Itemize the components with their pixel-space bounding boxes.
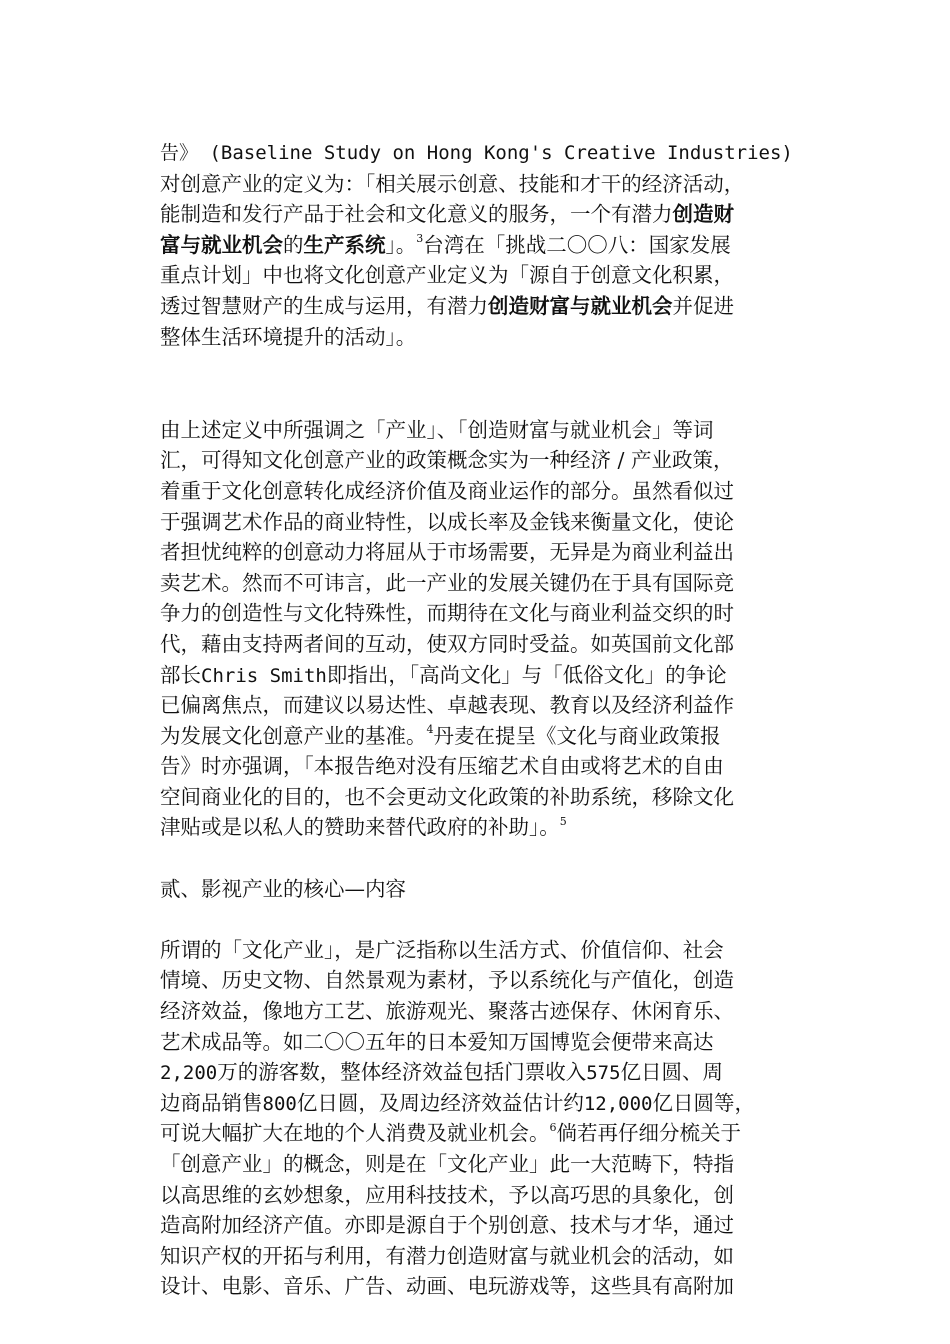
text-line: [160, 721, 808, 752]
text-span: 并促进: [672, 293, 734, 318]
text-span: 即指出，「高尚文化」与「低俗文化」的争论: [326, 662, 727, 687]
text-line: 着重于文化创意转化成经济价值及商业运作的部分。虽然看似过: [160, 478, 734, 503]
number-span: 575: [586, 1062, 621, 1085]
text-line: 空间商业化的目的，也不会更动文化政策的补助系统，移除文化: [160, 784, 734, 809]
text-line: 者担忧纯粹的创意动力将屈从于市场需要，无异是为商业利益出: [160, 540, 734, 565]
text-line: [160, 1057, 808, 1088]
paragraph-definition: [160, 138, 808, 352]
text-line: 情境、历史文物、自然景观为素材，予以系统化与产值化，创造: [160, 968, 734, 993]
text-line: 汇，可得知文化创意产业的政策概念实为一种经济 / 产业政策，: [160, 448, 734, 473]
text-line: 整体生活环境提升的活动」。: [160, 324, 417, 349]
text-line: 设计、电影、音乐、广告、动画、电玩游戏等，这些具有高附加: [160, 1274, 734, 1299]
paragraph-gap: [160, 383, 808, 415]
paragraph-culture-industry: [160, 935, 808, 1302]
text-line: 卖艺术。然而不可讳言，此一产业的发展关键仍在于具有国际竞: [160, 570, 734, 595]
text-line: 重点计划」中也将文化创意产业定义为「源自于创意文化积累，: [160, 263, 734, 288]
text-line: 由上述定义中所强调之「产业」、「创造财富与就业机会」等词: [160, 417, 714, 442]
text-line: 对创意产业的定义为：「相关展示创意、技能和才干的经济活动，: [160, 171, 745, 196]
text-line: [160, 291, 808, 322]
bold-text: 创造财富与就业机会: [488, 293, 673, 318]
text-span: 边商品销售: [160, 1090, 263, 1115]
text-line: [160, 660, 808, 691]
text-line: 经济效益，像地方工艺、旅游观光、聚落古迹保存、休闲育乐、: [160, 999, 734, 1024]
text-span: 亿日圆等，: [652, 1090, 755, 1115]
document-page: [160, 138, 808, 1302]
paragraph-policy: [160, 415, 808, 843]
text-span: 万的游客数，整体经济效益包括门票收入: [217, 1060, 587, 1085]
text-span: 为发展文化创意产业的基准。: [160, 723, 427, 748]
footnote-marker: 4: [426, 722, 434, 736]
number-span: 2,200: [160, 1062, 218, 1085]
section-heading: 贰、影视产业的核心—内容: [160, 876, 406, 901]
text-line: [160, 1118, 808, 1149]
text-line: 已偏离焦点，而建议以易达性、卓越表现、教育以及经济利益作: [160, 693, 734, 718]
text-span: 可说大幅扩大在地的个人消费及就业机会。: [160, 1121, 550, 1146]
text-line: 于强调艺术作品的商业特性，以成长率及金钱来衡量文化，使论: [160, 509, 734, 534]
paragraph-gap: [160, 904, 808, 935]
bold-text: 生产系统: [303, 232, 386, 257]
text-line: 代，藉由支持两者间的互动，使双方同时受益。如英国前文化部: [160, 631, 734, 656]
number-span: 12,000: [583, 1092, 653, 1115]
text-span: 津贴或是以私人的赞助来替代政府的补助」。: [160, 815, 560, 840]
footnote-marker: 5: [559, 814, 567, 828]
text-span: 部长: [160, 662, 201, 687]
text-span: 的: [283, 232, 304, 257]
text-line: 「创意产业」的概念，则是在「文化产业」此一大范畴下，特指: [160, 1152, 734, 1176]
text-span: 亿日圆，及周边经济效益估计约: [296, 1090, 584, 1115]
text-span: 亿日圆、周: [620, 1060, 724, 1085]
number-span: 800: [262, 1092, 297, 1115]
text-line: [160, 199, 808, 230]
text-line: 所谓的「文化产业」，是广泛指称以生活方式、价值信仰、社会: [160, 937, 724, 962]
footnote-marker: 3: [416, 231, 424, 245]
footnote-marker: 6: [549, 1120, 557, 1134]
text-line: 告》时亦强调，「本报告绝对没有压缩艺术自由或将艺术的自由: [160, 754, 724, 779]
paragraph-gap: [160, 843, 808, 874]
text-line: [160, 1088, 808, 1119]
text-line: 造高附加经济产值。亦即是源自于个别创意、技术与才华，通过: [160, 1213, 734, 1238]
text-span: 能制造和发行产品于社会和文化意义的服务，一个有潜力: [160, 202, 673, 227]
bold-text: 创造财: [672, 202, 734, 227]
text-line: [160, 230, 808, 261]
text-line: 艺术成品等。如二〇〇五年的日本爱知万国博览会便带来高达: [160, 1029, 714, 1054]
text-line: 争力的创造性与文化特殊性，而期待在文化与商业利益交织的时: [160, 601, 734, 626]
text-line: [160, 812, 808, 843]
text-span: 台湾在「挑战二〇〇八：国家发展: [423, 232, 731, 257]
text-line: 以高思维的玄妙想象，应用科技技术，予以高巧思的具象化，创: [160, 1182, 734, 1207]
text-span: 倘若再仔细分梳关于: [556, 1121, 741, 1146]
text-span: 丹麦在提呈《文化与商业政策报: [433, 723, 721, 748]
bold-text: 富与就业机会: [160, 232, 283, 257]
latin-name: Chris Smith: [201, 664, 327, 687]
paragraph-gap: [160, 352, 808, 383]
text-line: 知识产权的开拓与利用，有潜力创造财富与就业机会的活动，如: [160, 1243, 734, 1268]
text-span: 透过智慧财产的生成与运用，有潜力: [160, 293, 488, 318]
text-line: 告》 (Baseline Study on Hong Kong's Creative Industries): [160, 142, 793, 164]
text-span: 」。: [385, 232, 417, 257]
